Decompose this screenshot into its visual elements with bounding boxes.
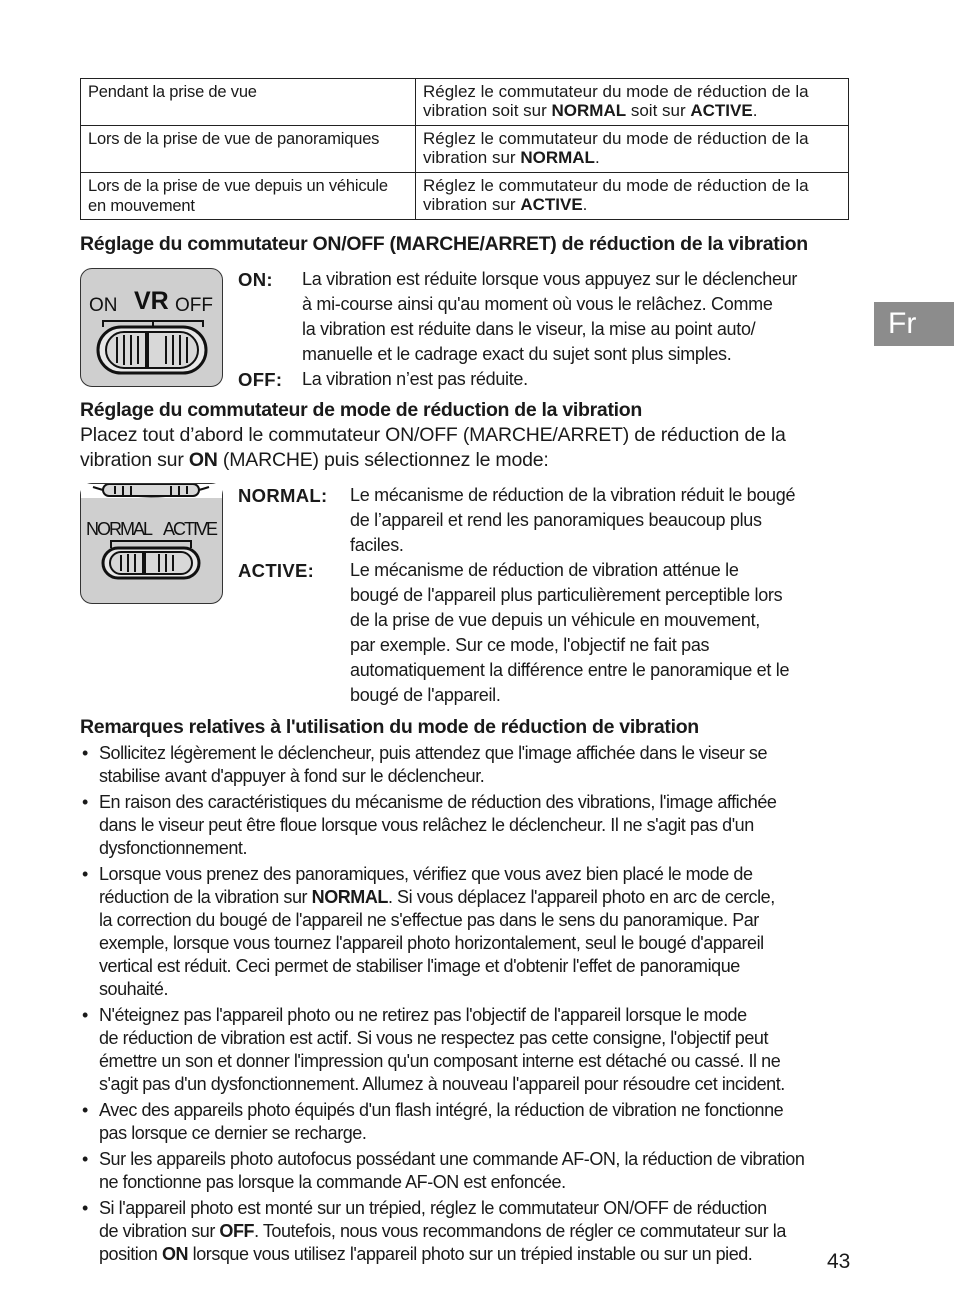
switch-label-normal: NORMAL [86, 519, 152, 539]
table-cell-setting: Réglez le commutateur du mode de réduction de la vibration sur ACTIVE. [416, 173, 849, 220]
list-item: • N'éteignez pas l'appareil photo ou ne retirez pas l'objectif de l'appareil lorsque le mode de réduction de vibration est actif. Si vous ne respectez pas cette consigne, l'objectif peut émettre un son et donner l'impression qu'un composant interne est détaché ou cassé. Il ne s'agit pas d'un dysfonctionnement. Allumez à nouveau l'appareil pour résoudre cet incident. [82, 1005, 785, 1094]
table-cell-condition: Pendant la prise de vue [81, 79, 416, 126]
notes-section-heading: Remarques relatives à l'utilisation du mode de réduction de vibration [80, 716, 699, 738]
list-item: • En raison des caractéristiques du mécanisme de réduction des vibrations, l'image affichée dans le viseur peut être floue lorsque vous relâchez le déclencheur. Il ne s'agit pas d'un dysfonctionnement. [82, 792, 777, 858]
onoff-section-heading: Réglage du commutateur ON/OFF (MARCHE/ARRET) de réduction de la vibration [80, 233, 808, 255]
table-cell-condition: Lors de la prise de vue de panoramiques [81, 126, 416, 173]
table-row [81, 79, 849, 126]
definition-normal: NORMAL: Le mécanisme de réduction de la vibration réduit le bougé de l’appareil et rend les panoramiques beaucoup plus faciles. [238, 485, 796, 555]
page-number: 43 [827, 1250, 851, 1273]
vr-mode-switch-icon [81, 484, 222, 603]
switch-label-off: OFF [175, 295, 213, 316]
mode-section-heading: Réglage du commutateur de mode de réduction de la vibration [80, 399, 642, 421]
switch-label-on: ON [89, 295, 118, 316]
list-item: • Sollicitez légèrement le déclencheur, puis attendez que l'image affichée dans le viseur se stabilise avant d'appuyer à fond sur le déclencheur. [82, 743, 768, 786]
onoff-definitions [238, 267, 838, 392]
table-row [81, 126, 849, 173]
notes-list [80, 742, 855, 1269]
list-item: • Sur les appareils photo autofocus possédant une commande AF-ON, la réduction de vibration ne fonctionne pas lorsque la commande AF-ON est enfoncée. [82, 1149, 805, 1192]
mode-switch-illustration [80, 483, 223, 604]
definition-off: OFF: La vibration n’est pas réduite. [238, 369, 528, 390]
switch-label-vr: VR [134, 287, 169, 315]
term-on: ON: [238, 269, 273, 290]
mode-intro: Placez tout d’abord le commutateur ON/OFF (MARCHE/ARRET) de réduction de la vibration sur ON (MARCHE) puis sélectionnez le mode: [80, 424, 786, 471]
table-cell-setting: Réglez le commutateur du mode de réduction de la vibration soit sur NORMAL soit sur ACTIVE. [416, 79, 849, 126]
table-row [81, 173, 849, 220]
switch-label-active: ACTIVE [163, 519, 217, 539]
term-active: ACTIVE: [238, 560, 315, 581]
definition-on: ON: La vibration est réduite lorsque vous appuyez sur le déclencheur à mi-course ainsi qu'au moment où vous le relâchez. Comme la vibration est réduite dans le viseur, la mise au point auto/ manuelle et le cadrage exact du sujet sont plus simples. [238, 269, 798, 364]
table-cell-setting: Réglez le commutateur du mode de réduction de la vibration sur NORMAL. [416, 126, 849, 173]
list-item: • Si l'appareil photo est monté sur un trépied, réglez le commutateur ON/OFF de réduction de vibration sur OFF. Toutefois, nous vous recommandons de régler ce commutateur sur la position ON lorsque vous utilisez l'appareil photo sur un trépied instable ou sur un pied. [82, 1198, 786, 1264]
mode-definitions [238, 483, 838, 708]
table-cell-condition: Lors de la prise de vue depuis un véhicule en mouvement [81, 173, 416, 220]
definition-active: ACTIVE: Le mécanisme de réduction de vibration atténue le bougé de l'appareil plus particulièrement perceptible lors de la prise de vue depuis un véhicule en mouvement, par exemple. Sur ce mode, l'objectif ne fait pas automatiquement la différence entre le panoramique et le bougé de l'appareil. [238, 560, 790, 705]
list-item: • Lorsque vous prenez des panoramiques, vérifiez que vous avez bien placé le mode de réduction de la vibration sur NORMAL. Si vous déplacez l'appareil photo en arc de cercle, la correction du bougé de l'appareil ne s'effectue pas dans le sens du panoramique. Par exemple, lorsque vous tournez l'appareil photo horizontalement, seul le bougé d'appareil vertical est réduit. Ceci permet de stabiliser l'image et d'obtenir l'effet de panoramique souhaité. [82, 864, 775, 999]
list-item: • Avec des appareils photo équipés d'un flash intégré, la réduction de vibration ne fonctionne pas lorsque ce dernier se recharge. [82, 1100, 784, 1143]
vr-onoff-switch-icon [81, 269, 222, 386]
vr-mode-table [80, 78, 849, 220]
term-normal: NORMAL: [238, 485, 328, 506]
term-off: OFF: [238, 369, 283, 390]
language-tab: Fr [874, 302, 954, 346]
onoff-switch-illustration [80, 268, 223, 387]
